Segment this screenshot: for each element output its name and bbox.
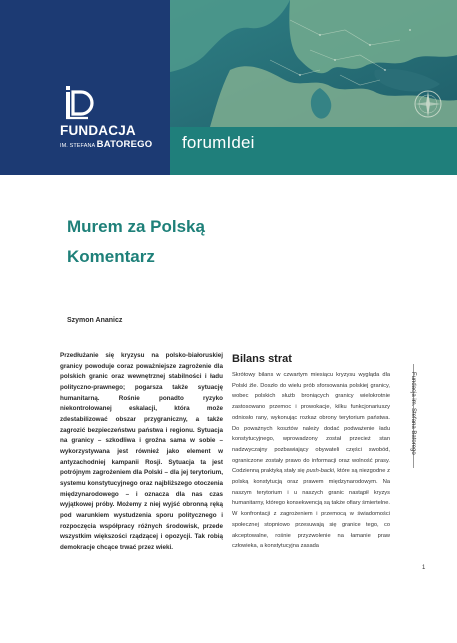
page-number: 1 (422, 565, 426, 571)
series-label: forumIdei (182, 133, 255, 152)
author-name: Szymon Ananicz (67, 317, 123, 324)
side-label: Fundacja im. Stefana Batorego (410, 372, 416, 455)
document-subtitle: Komentarz (67, 247, 155, 266)
lead-paragraph: Przedłużanie się kryzysu na polsko-białoruskiej granicy powoduje coraz poważniejsze zagrożenie dla polskich granic oraz wewnętrznej stabilności i ładu polityczno-prawnego; pogarsza także sytuację humanitarną. Rośnie ponadto ryzyko niekontrolowanej eskalacji, która może zdestabilizować obszar przygraniczny, a także zagrozić bezpieczeństwu państwa i regionu. Sytuacja na granicy – szkodliwa i groźna sama w sobie – wykorzystywana jest również jako element w antyzachodniej kampanii Rosji. Sytuacja ta jest potrójnym zagrożeniem dla Polski – dla jej terytorium, systemu konstytucyjnego oraz najbliższego otoczenia międzynarodowego – i oznacza dla nas czas wyjątkowej próby. Możemy z niej wyjść obronną ręką pod warunkiem wystudzenia sporu politycznego i rozpoczęcia współpracy różnych środowisk, przede wszystkim większości rządzącej i opozycji. Tak robią demokracje chcące trwać przez wieki. (60, 352, 223, 551)
logo-sub-large: BATOREGO (96, 139, 153, 150)
logo-name: FUNDACJA (60, 123, 136, 138)
section-column (232, 353, 390, 615)
foundation-logo-block (0, 0, 170, 175)
compass-icon (415, 91, 441, 117)
logo-sub-small: IM. STEFANA (60, 143, 96, 149)
series-band (170, 127, 457, 175)
logo-subtitle (60, 139, 170, 150)
document-title: Murem za Polską (67, 217, 205, 236)
section-text-2: , które są niezgodne z polską konstytucją oraz prawem międzynarodowym. Na naszym terytorium i u naszych granic nastąpił kryzys humanitarny, którego konsekwencją są także ofiary śmiertelne. W konfrontacji z zagrożeniem i przemocą w świadomości społecznej stopniowo przesuwają się granice tego, co akceptowalne, rośnie przyzwolenie na łamanie praw człowieka, a konstytucyjna zasada (232, 468, 390, 550)
europe-map-image (170, 0, 457, 127)
foundation-logo-icon (62, 86, 98, 120)
section-text-1: Skrótowy bilans w czwartym miesiącu kryzysu wygląda dla Polski źle. Doszło do wielu prób sforsowania polskiej granicy, wobec polskich służb broniących granicy wielokrotnie zastosowano przemoc i prowokacje, kilku funkcjonariuszy odniosło rany, wykonując rozkaz obrony terytorium państwa. Do poważnych kosztów należy dodać podważenie ładu konstytucyjnego, wprowadzony został przecież stan nadzwyczajny pozbawiający obywateli części swobód, ograniczone zostały prawo do informacji oraz wolność prasy. Codzienną praktyką stały się (232, 372, 390, 475)
section-heading: Bilans strat (232, 353, 292, 365)
section-body (232, 370, 390, 552)
section-italic-term: push-backi (306, 468, 334, 475)
